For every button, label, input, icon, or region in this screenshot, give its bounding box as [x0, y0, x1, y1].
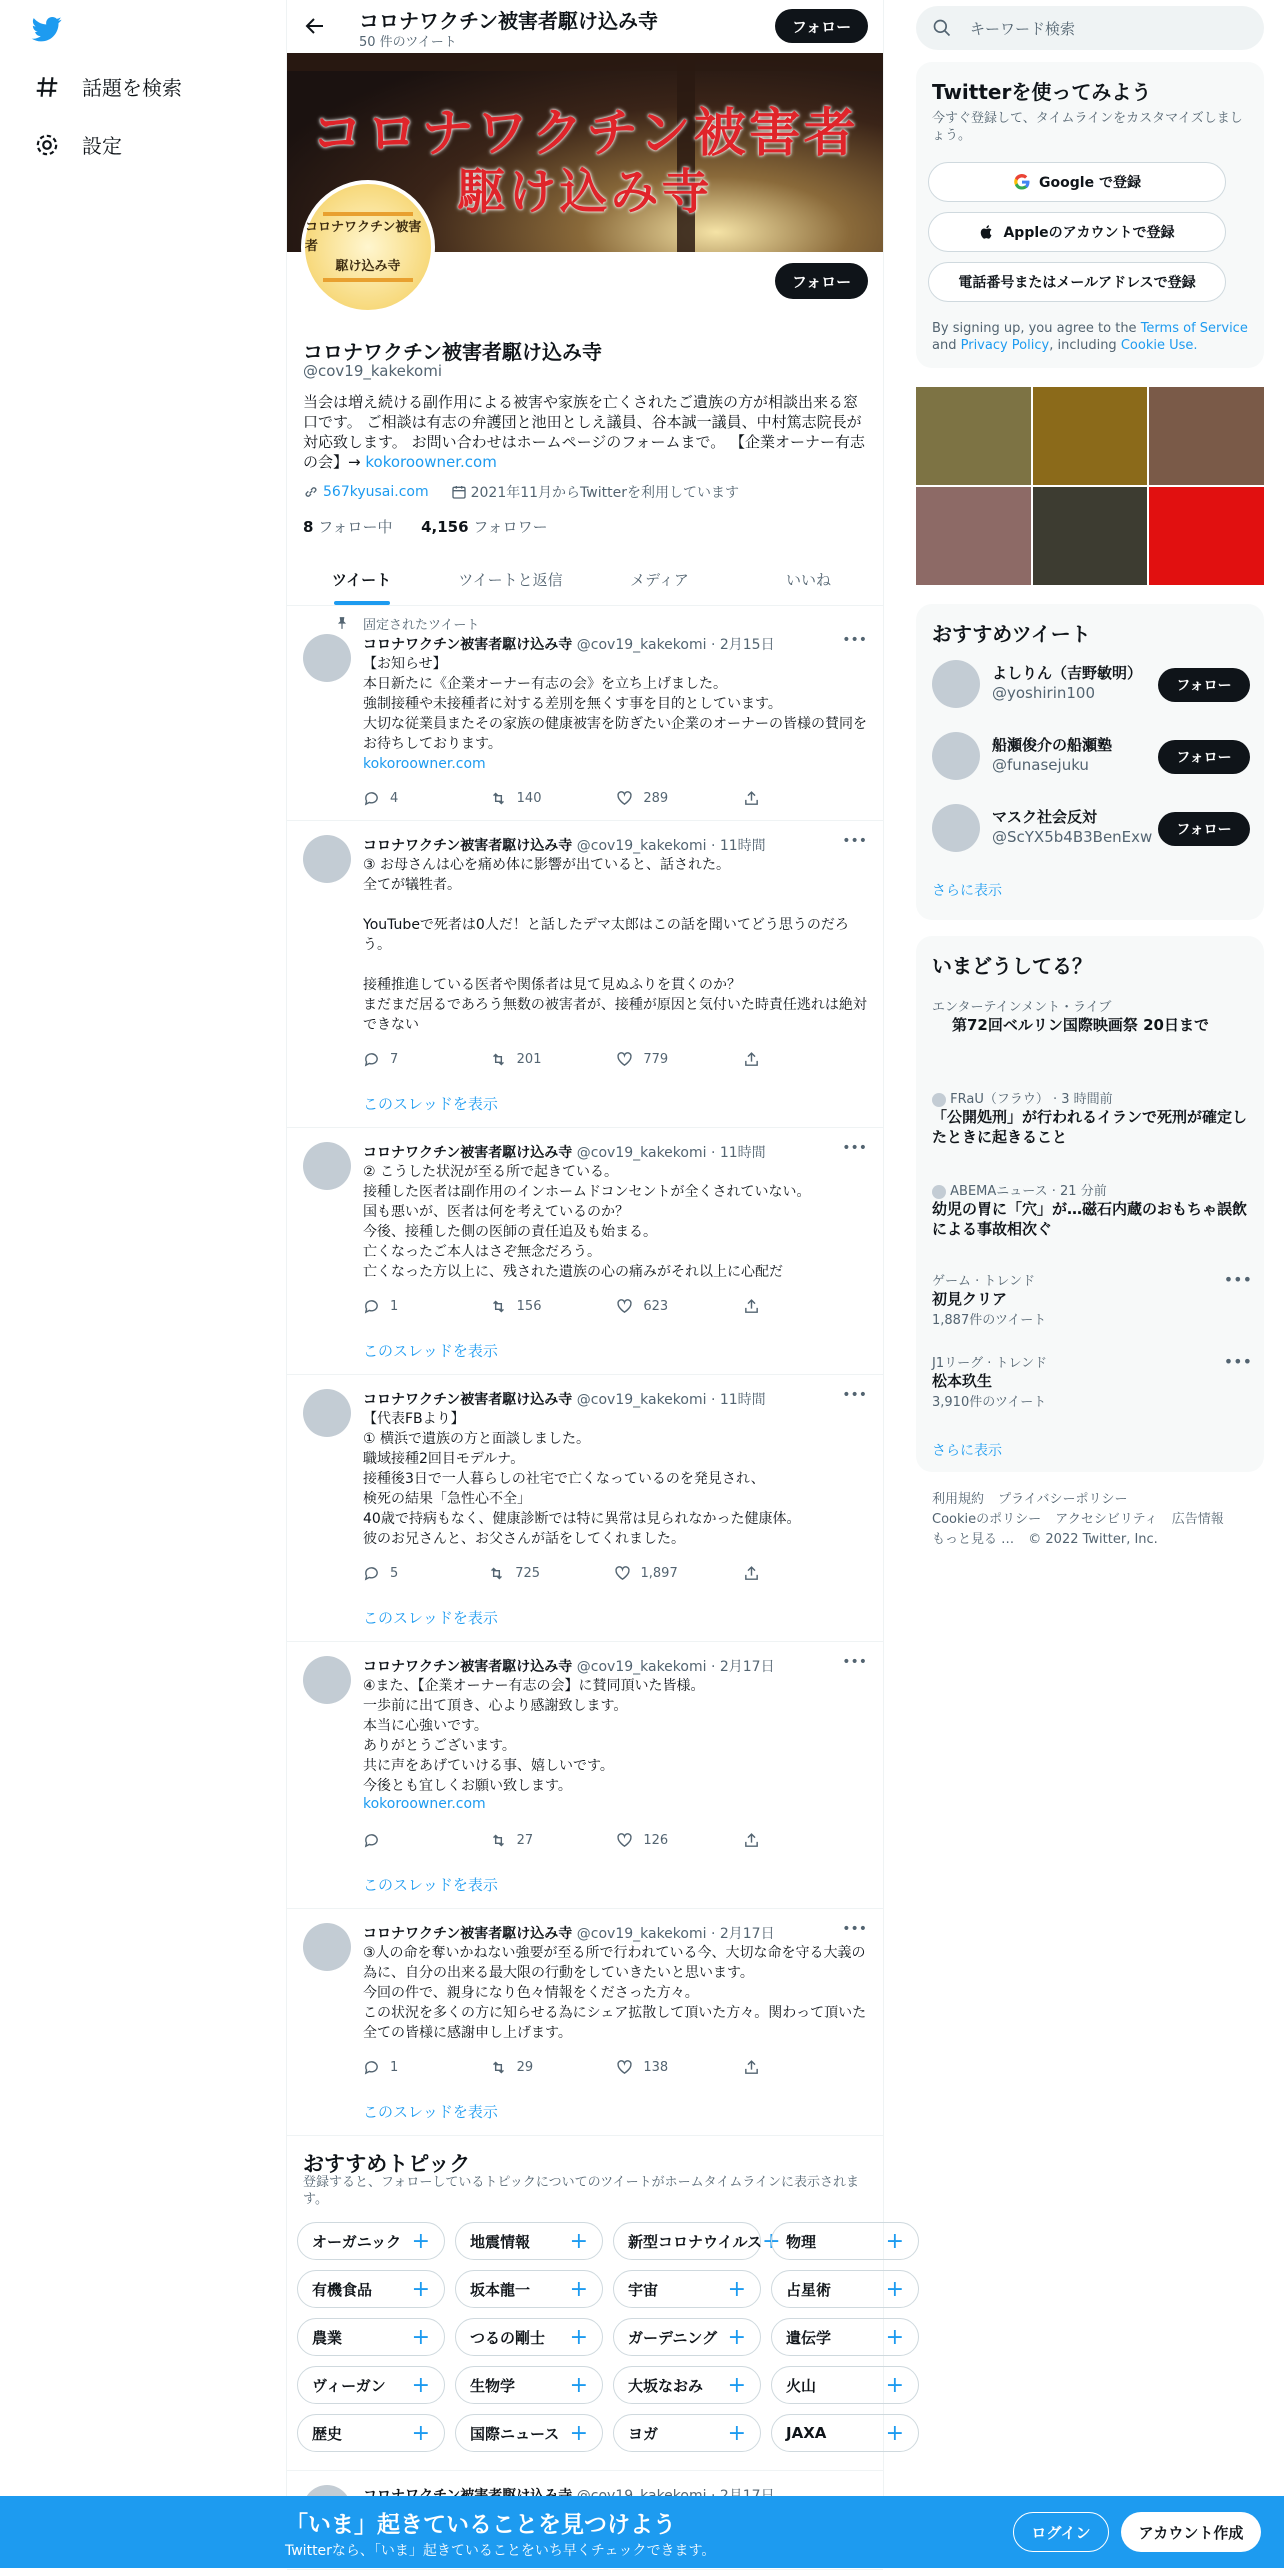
pin-icon: [335, 616, 349, 630]
show-thread-link[interactable]: このスレッドを表示: [363, 2103, 498, 2121]
topic-label: 物理: [786, 2232, 817, 2251]
topic-chip[interactable]: [771, 2270, 919, 2308]
more-icon[interactable]: •••: [842, 833, 867, 849]
plus-icon: +: [569, 2228, 588, 2254]
tab-tweets[interactable]: ツイート: [287, 553, 436, 605]
tweet-header: コロナワクチン被害者駆け込み寺 @cov19_kakekomi · 2月15日: [363, 637, 775, 653]
plus-icon: +: [885, 2372, 904, 2398]
profile-bio-text: 当会は増え続ける副作用による被害や家族を亡くされたご遺族の方が相談出来る窓口です。 ご相談は有志の弁護団と池田としえ議員、谷本誠一議員、中村篤志院長が対応致します。 お問い合わせはホームページのフォームまで。 【企業オーナー有志の会】→: [303, 393, 865, 471]
user-avatar[interactable]: [932, 732, 980, 780]
media-thumbnail[interactable]: [1033, 487, 1148, 585]
tweet-text: ③人の命を奪いかねない強要が至る所で行われている今、大切な命を守る大義の為に、自分の出来る最大限の行動をしていきたいと思います。 今回の件で、親身になり色々情報をくださった方々。 この状況を多くの方に知らせる為にシェア拡散して頂いた方々。関わって頂いた全ての皆様に感謝申し上げます。: [363, 1945, 867, 2041]
share-icon: [743, 1832, 760, 1849]
heart-icon: [616, 1051, 633, 1068]
tweet[interactable]: [287, 1642, 883, 1909]
reply-icon: [363, 1051, 380, 1068]
more-icon[interactable]: •••: [842, 1140, 867, 1156]
retweet-icon: [490, 790, 507, 807]
show-more-link[interactable]: さらに表示: [932, 883, 1002, 899]
plus-icon: +: [411, 2228, 430, 2254]
calendar-icon: [451, 484, 467, 500]
login-button[interactable]: ログイン: [1013, 2512, 1109, 2552]
retweet-icon: [490, 2059, 507, 2076]
tweet[interactable]: [287, 1909, 883, 2136]
back-arrow-icon[interactable]: [303, 14, 327, 38]
tweet-actions: [363, 2059, 803, 2076]
hashtag-icon: [34, 74, 60, 100]
like-button[interactable]: 126: [616, 1832, 676, 1849]
banner-headline: 「いま」起きていることを見つけよう: [285, 2512, 676, 2538]
plus-icon: +: [727, 2372, 746, 2398]
footer-copyright: © 2022 Twitter, Inc.: [1028, 1532, 1158, 1547]
user-name: 船瀬俊介の船瀬塾: [992, 736, 1113, 754]
profile-tabs: [287, 553, 883, 606]
apple-icon: [979, 223, 995, 241]
topic-chip[interactable]: [455, 2366, 603, 2404]
trend-category: FRaU（フラウ） · 3 時間前: [950, 1092, 1113, 1107]
more-icon[interactable]: •••: [1223, 1352, 1252, 1371]
search-input[interactable]: キーワード検索: [970, 19, 1076, 38]
more-icon[interactable]: •••: [842, 1921, 867, 1937]
reply-icon: [363, 1565, 380, 1582]
reply-icon: [363, 2059, 380, 2076]
follow-button[interactable]: フォロー: [1158, 812, 1250, 846]
plus-icon: +: [885, 2324, 904, 2350]
topic-chip[interactable]: [297, 2414, 445, 2452]
tweet-avatar[interactable]: [303, 634, 351, 682]
plus-icon: +: [727, 2324, 746, 2350]
footer-ads[interactable]: 広告情報: [1171, 1512, 1224, 1527]
tweet-header: コロナワクチン被害者駆け込み寺 @cov19_kakekomi · 11時間: [363, 1145, 766, 1161]
header-tweet-count: 50 件のツイート: [359, 35, 457, 50]
plus-icon: +: [569, 2324, 588, 2350]
search-box[interactable]: [916, 6, 1264, 50]
topic-chip[interactable]: [613, 2270, 761, 2308]
tweet-header: コロナワクチン被害者駆け込み寺 @cov19_kakekomi · 11時間: [363, 838, 766, 854]
topic-chip[interactable]: [613, 2318, 761, 2356]
topic-label: 地震情報: [470, 2232, 531, 2251]
user-handle: @yoshirin100: [992, 684, 1096, 702]
plus-icon: +: [885, 2228, 904, 2254]
topic-label: つるの剛士: [470, 2328, 546, 2347]
retweet-button[interactable]: 725: [488, 1565, 548, 1582]
footer-terms[interactable]: 利用規約: [932, 1492, 985, 1507]
reply-button[interactable]: [363, 1832, 423, 1849]
tweet-avatar[interactable]: [303, 835, 351, 883]
followers-link[interactable]: 4,156 フォロワー: [421, 518, 548, 536]
topic-label: 農業: [312, 2328, 343, 2347]
topics-title: おすすめトピック: [303, 2152, 471, 2176]
profile-follow-counts: [303, 516, 548, 537]
tab-media[interactable]: メディア: [630, 570, 689, 589]
plus-icon: +: [569, 2276, 588, 2302]
media-thumbnail[interactable]: [916, 387, 1031, 485]
topic-label: JAXA: [786, 2424, 827, 2442]
tweet-text: ④また、【企業オーナー有志の会】に賛同頂いた皆様。 一歩前に出て頂き、心より感謝致します。 本当に心強いです。 ありがとうございます。 共に声をあげていける事、嬉しいです。 今後とも宜しくお願い致します。: [363, 1678, 705, 1794]
link-icon: [303, 484, 319, 500]
share-button[interactable]: [743, 1832, 803, 1849]
header-follow-button[interactable]: フォロー: [775, 9, 868, 43]
topic-label: 有機食品: [312, 2280, 373, 2299]
show-thread-link[interactable]: このスレッドを表示: [363, 1876, 498, 1894]
trend-title: 第72回ベルリン国際映画祭 20日まで: [952, 1016, 1209, 1034]
topic-label: 国際ニュース: [470, 2424, 560, 2443]
topic-label: 坂本龍一: [470, 2280, 531, 2299]
profile-avatar[interactable]: [301, 180, 435, 314]
profile-header-bar: [287, 0, 883, 53]
topic-chip[interactable]: [613, 2222, 781, 2260]
topic-label: 占星術: [786, 2280, 832, 2299]
retweet-button[interactable]: 27: [490, 1832, 550, 1849]
share-icon: [743, 2059, 760, 2076]
share-button[interactable]: [743, 1298, 803, 1315]
following-link[interactable]: 8 フォロー中: [303, 518, 393, 536]
tweet-header: コロナワクチン被害者駆け込み寺 @cov19_kakekomi · 2月17日: [363, 1659, 775, 1675]
share-icon: [743, 1565, 760, 1582]
recommend-title: おすすめツイート: [932, 622, 1091, 646]
search-icon: [932, 18, 952, 38]
heart-icon: [616, 1298, 633, 1315]
tweet-link[interactable]: kokoroowner.com: [363, 1796, 486, 1812]
topic-label: ヨガ: [628, 2424, 659, 2443]
signup-banner: [0, 2496, 1284, 2568]
avatar-text-line1: コロナワクチン被害者: [305, 219, 422, 255]
like-button[interactable]: 289: [616, 790, 676, 807]
recommended-user[interactable]: [932, 660, 1262, 716]
tweet-text: ③ お母さんは心を痛め体に影響が出ていると、話された。 全てが犠牲者。 YouTubeで死者は0人だ！と話したデマ太郎はこの話を聞いてどう思うのだろう。 接種推進している医者や関係者は見て見ぬふりを貫くのか？ まだまだ居るであろう無数の被害者が、接種が原因と気付いた時責任逃れは絶対できない: [363, 857, 867, 1033]
phone-email-signup-button[interactable]: 電話番号またはメールアドレスで登録: [928, 262, 1226, 302]
topic-chip[interactable]: [455, 2414, 603, 2452]
nav-settings[interactable]: [34, 130, 122, 159]
topic-chip[interactable]: [613, 2414, 761, 2452]
trend-category: ゲーム · トレンド: [932, 1274, 1036, 1289]
apple-signup-button[interactable]: Appleのアカウントで登録: [928, 212, 1226, 252]
plus-icon: +: [411, 2324, 430, 2350]
media-grid: [916, 387, 1264, 585]
retweet-button[interactable]: 156: [490, 1298, 550, 1315]
retweet-icon: [490, 1832, 507, 1849]
like-button[interactable]: 623: [616, 1298, 676, 1315]
avatar-stripe: [323, 212, 413, 216]
tweet-text: 【代表FBより】 ① 横浜で遺族の方と面談しました。 職域接種2回目モデルナ。 接種後3日で一人暮らしの社宅で亡くなっているのを発見され、 検死の結果「急性心不全」 40歳で持病もなく、健康診断では特に異常は見られなかった健康体。 彼のお兄さんと、お父さんが話をしてくれました。: [363, 1411, 801, 1547]
trend-category: J1リーグ · トレンド: [932, 1356, 1048, 1371]
footer-links: [932, 1490, 1252, 1550]
profile-handle: @cov19_kakekomi: [303, 362, 442, 380]
user-handle: @ScYX5b4B3BenExw: [992, 828, 1153, 846]
topic-chip[interactable]: [455, 2270, 603, 2308]
trend-item[interactable]: [932, 1088, 1252, 1147]
privacy-link[interactable]: Privacy Policy: [960, 338, 1050, 353]
topic-label: 宇宙: [628, 2280, 659, 2299]
user-name: マスク社会反対: [992, 808, 1098, 826]
tweet-avatar[interactable]: [303, 1923, 351, 1971]
profile-joined: 2021年11月からTwitterを利用しています: [470, 485, 739, 501]
media-thumbnail[interactable]: [916, 487, 1031, 585]
tab-likes[interactable]: いいね: [785, 570, 831, 589]
topic-chip[interactable]: [297, 2270, 445, 2308]
share-button[interactable]: [743, 1565, 803, 1582]
reply-button[interactable]: 1: [363, 2059, 423, 2076]
tweet-actions: [363, 1565, 803, 1582]
nav-explore-label: 話題を検索: [82, 76, 182, 100]
tweet[interactable]: [287, 1375, 883, 1642]
like-button[interactable]: 779: [616, 1051, 676, 1068]
trend-title: 初見クリア: [932, 1290, 1008, 1308]
retweet-button[interactable]: 201: [490, 1051, 550, 1068]
terms-link[interactable]: Terms of Service: [1140, 321, 1248, 336]
tweet-avatar[interactable]: [303, 1142, 351, 1190]
user-handle: @funasejuku: [992, 756, 1089, 774]
topic-chip[interactable]: [771, 2222, 919, 2260]
banner-beam: [287, 53, 883, 71]
media-thumbnail[interactable]: [1033, 387, 1148, 485]
follow-button[interactable]: フォロー: [1158, 668, 1250, 702]
topic-label: ガーデニング: [628, 2328, 718, 2347]
signup-title: Twitterを使ってみよう: [932, 80, 1152, 104]
trend-title: 松本玖生: [932, 1372, 993, 1390]
more-icon[interactable]: •••: [842, 1654, 867, 1670]
trend-category: エンターテインメント・ライブ: [932, 1000, 1112, 1015]
profile-website-link[interactable]: 567kyusai.com: [323, 484, 429, 500]
show-thread-link[interactable]: このスレッドを表示: [363, 1609, 498, 1627]
tweet-header: コロナワクチン被害者駆け込み寺 @cov19_kakekomi · 11時間: [363, 1392, 766, 1408]
heart-icon: [614, 1565, 631, 1582]
topic-chip[interactable]: [771, 2414, 919, 2452]
plus-icon: +: [885, 2276, 904, 2302]
heart-icon: [616, 1832, 633, 1849]
topics-subtitle: 登録すると、フォローしているトピックについてのツイートがホームタイムラインに表示されます。: [303, 2175, 860, 2207]
plus-icon: +: [411, 2420, 430, 2446]
topic-chip[interactable]: [297, 2222, 445, 2260]
more-icon[interactable]: •••: [1223, 1270, 1252, 1289]
retweet-icon: [488, 1565, 505, 1582]
topic-label: ヴィーガン: [312, 2376, 386, 2395]
signup-button[interactable]: アカウント作成: [1121, 2512, 1261, 2552]
plus-icon: +: [569, 2420, 588, 2446]
topic-chip[interactable]: [455, 2222, 603, 2260]
nav-settings-label: 設定: [82, 134, 122, 158]
tab-tweets-replies[interactable]: ツイートと返信: [458, 570, 563, 589]
show-thread-link[interactable]: このスレッドを表示: [363, 1095, 498, 1113]
avatar-stripe: [323, 278, 413, 282]
footer-accessibility[interactable]: アクセシビリティ: [1055, 1512, 1158, 1527]
footer-cookie[interactable]: Cookieのポリシー: [932, 1512, 1042, 1527]
header-title: コロナワクチン被害者駆け込み寺: [359, 9, 658, 33]
banner-text-line2: 駆け込み寺: [457, 164, 713, 220]
topic-chip[interactable]: [297, 2318, 445, 2356]
signup-description: 今すぐ登録して、タイムラインをカスタマイズしましょう。: [932, 111, 1243, 143]
retweet-button[interactable]: 140: [490, 790, 550, 807]
trend-count: 1,887件のツイート: [932, 1313, 1047, 1328]
banner-text-line1: コロナワクチン被害者: [311, 103, 859, 164]
tweet-pinned[interactable]: [287, 606, 883, 821]
show-thread-link[interactable]: このスレッドを表示: [363, 1342, 498, 1360]
reply-button[interactable]: 4: [363, 790, 423, 807]
trend-item[interactable]: [932, 1180, 1252, 1239]
user-avatar[interactable]: [932, 660, 980, 708]
tweet-actions: [363, 1298, 803, 1315]
plus-icon: +: [411, 2372, 430, 2398]
reply-icon: [363, 1298, 380, 1315]
topic-label: 歴史: [312, 2424, 343, 2443]
profile-bio-link[interactable]: kokoroowner.com: [365, 453, 497, 471]
reply-icon: [363, 1832, 380, 1849]
google-signup-button[interactable]: Google で登録: [928, 162, 1226, 202]
tweet-avatar[interactable]: [303, 1656, 351, 1704]
like-button[interactable]: 1,897: [614, 1565, 678, 1582]
follow-button[interactable]: フォロー: [1158, 740, 1250, 774]
show-more-link[interactable]: さらに表示: [932, 1443, 1002, 1459]
source-avatar: [932, 1093, 946, 1107]
trend-title: 「公開処刑」が行われるイランで死刑が確定したときに起きること: [932, 1108, 1248, 1146]
reply-button[interactable]: 1: [363, 1298, 423, 1315]
profile-follow-button[interactable]: フォロー: [775, 263, 868, 299]
share-button[interactable]: [743, 1051, 803, 1068]
tweet-avatar[interactable]: [303, 1389, 351, 1437]
plus-icon: +: [411, 2276, 430, 2302]
plus-icon: +: [762, 2228, 781, 2254]
topic-label: オーガニック: [312, 2232, 402, 2251]
trend-item[interactable]: [932, 1352, 1252, 1410]
tweet-actions: [363, 1051, 803, 1068]
retweet-icon: [490, 1051, 507, 1068]
topic-label: 生物学: [470, 2376, 516, 2395]
nav-explore[interactable]: [34, 72, 182, 101]
footer-privacy[interactable]: プライバシーポリシー: [998, 1492, 1128, 1507]
profile-meta: [303, 482, 739, 502]
tweet[interactable]: [287, 821, 883, 1128]
profile-name: コロナワクチン被害者駆け込み寺: [303, 340, 602, 364]
share-button[interactable]: [743, 2059, 803, 2076]
share-icon: [743, 1051, 760, 1068]
media-thumbnail[interactable]: [1149, 487, 1264, 585]
avatar-text-line2: 駆け込み寺: [335, 258, 401, 274]
profile-column: [286, 0, 904, 2568]
source-avatar: [932, 1185, 946, 1199]
more-icon[interactable]: •••: [842, 1387, 867, 1403]
profile-bio: [303, 392, 869, 472]
reply-button[interactable]: 7: [363, 1051, 423, 1068]
user-name: よしりん（吉野敏明）: [992, 664, 1143, 682]
gear-icon: [34, 132, 60, 158]
pinned-label: 固定されたツイート: [363, 618, 480, 633]
topic-label: 遺伝学: [786, 2328, 832, 2347]
topic-chip[interactable]: [771, 2366, 919, 2404]
trend-count: 3,910件のツイート: [932, 1395, 1047, 1410]
trend-item[interactable]: [932, 996, 1252, 1035]
topic-label: 大坂なおみ: [628, 2376, 704, 2395]
plus-icon: +: [727, 2420, 746, 2446]
topic-chip[interactable]: [771, 2318, 919, 2356]
plus-icon: +: [569, 2372, 588, 2398]
like-button[interactable]: 138: [616, 2059, 676, 2076]
topic-label: 新型コロナウイルス: [628, 2232, 763, 2251]
tweet-text: ② こうした状況が至る所で起きている。 接種した医者は副作用のインホームドコンセントが全くされていない。 国も悪いが、医者は何を考えているのか？ 今後、接種した側の医師の責任追及も始まる。 亡くなったご本人はさぞ無念だろう。 亡くなった方以上に、残された遺族の心の痛みがそれ以上に心配だ: [363, 1164, 811, 1280]
recommended-user[interactable]: [932, 732, 1262, 788]
trends-title: いまどうしてる？: [932, 954, 1092, 978]
tweet-actions: [363, 790, 803, 807]
tweet-actions: [363, 1832, 803, 1849]
trend-title: 幼児の胃に「穴」が…磁石内蔵のおもちゃ誤飲による事故相次ぐ: [932, 1200, 1248, 1238]
tweet-text: 【お知らせ】 本日新たに《企業オーナー有志の会》を立ち上げました。 強制接種や未接種者に対する差別を無くす事を目的としています。 大切な従業員またその家族の健康被害を防ぎたい企業のオーナーの皆様の賛同をお待ちしております。: [363, 656, 867, 752]
heart-icon: [616, 790, 633, 807]
more-icon[interactable]: •••: [842, 632, 867, 648]
recommend-card: [916, 604, 1264, 920]
signup-card: [916, 62, 1264, 368]
share-icon: [743, 1298, 760, 1315]
share-icon: [743, 790, 760, 807]
banner-subtext: Twitterなら、「いま」起きていることをいち早くチェックできます。: [285, 2543, 716, 2559]
share-button[interactable]: [743, 790, 803, 807]
trend-category: ABEMAニュース · 21 分前: [950, 1184, 1107, 1199]
signup-terms: By signing up, you agree to the Terms of Service and Privacy Policy, including Cookie Use.: [932, 321, 1248, 353]
topic-chip[interactable]: [613, 2366, 761, 2404]
tweet[interactable]: [287, 1128, 883, 1375]
media-thumbnail[interactable]: [1149, 387, 1264, 485]
topic-chip[interactable]: [455, 2318, 603, 2356]
user-avatar[interactable]: [932, 804, 980, 852]
trends-card: [916, 936, 1264, 1472]
retweet-button[interactable]: 29: [490, 2059, 550, 2076]
tweet-header: コロナワクチン被害者駆け込み寺 @cov19_kakekomi · 2月17日: [363, 1926, 775, 1942]
heart-icon: [616, 2059, 633, 2076]
retweet-icon: [490, 1298, 507, 1315]
left-sidebar: [0, 0, 286, 2568]
twitter-logo-icon[interactable]: [32, 14, 62, 44]
google-icon: [1013, 173, 1031, 191]
reply-icon: [363, 790, 380, 807]
topic-label: 火山: [786, 2376, 817, 2395]
tweet-link[interactable]: kokoroowner.com: [363, 756, 486, 772]
footer-more[interactable]: もっと見る …: [932, 1532, 1015, 1547]
trend-item[interactable]: [932, 1270, 1252, 1328]
reply-button[interactable]: 5: [363, 1565, 423, 1582]
cookie-link[interactable]: Cookie Use.: [1120, 338, 1198, 353]
plus-icon: +: [885, 2420, 904, 2446]
plus-icon: +: [727, 2276, 746, 2302]
topic-chip[interactable]: [297, 2366, 445, 2404]
recommended-user[interactable]: [932, 804, 1262, 860]
